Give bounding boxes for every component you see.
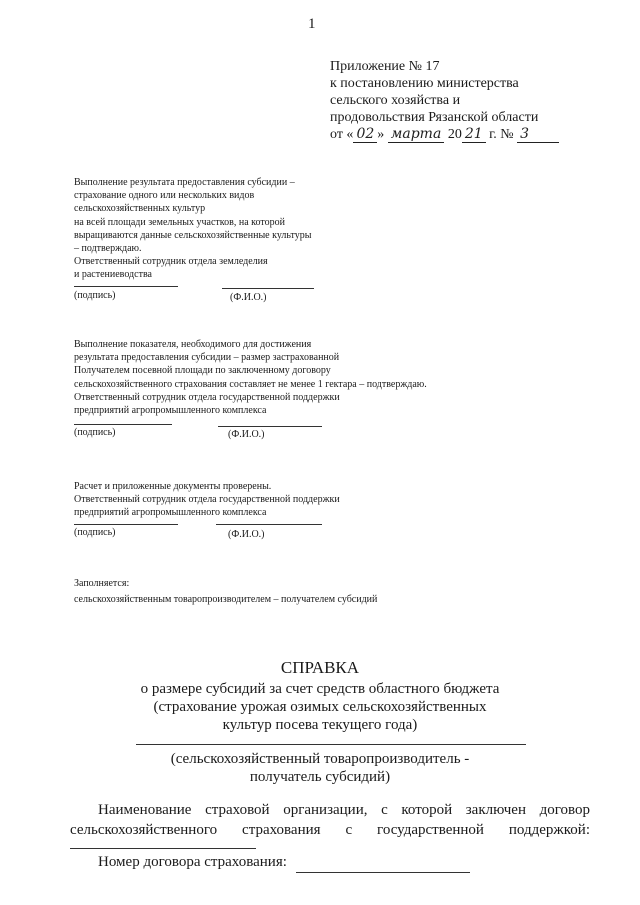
block2-signature-label: (подпись) [74,427,116,438]
appendix-line-4: продовольствия Рязанской области [330,110,539,125]
page-number: 1 [308,16,316,32]
block3-name-line [216,524,322,525]
producer-caption-line-1: (сельскохозяйственный товаропроизводитель - [170,751,470,767]
date-month: марта [388,126,445,143]
appendix-header [330,58,559,143]
appendix-date-line [330,126,559,143]
block1-line: сельскохозяйственных культур [74,203,206,215]
block1-line: на всей площади земельных участков, на которой [74,216,285,228]
block3-signature-line [74,524,178,525]
producer-caption-line-2: получатель субсидий) [249,769,391,785]
appendix-line-3: сельского хозяйства и [330,93,461,108]
date-year-prefix: 20 [447,127,462,142]
block1-signature-line [74,286,178,287]
contract-number-label: Номер договора страхования: [98,854,287,870]
number-prefix: г. № [489,127,514,142]
producer-caption [0,750,640,786]
insurer-paragraph: Наименование страховой организации, с которой заключен договор сельскохозяйственного страхования с государственной поддержкой: [70,802,590,838]
block1-name-line [222,288,314,289]
block3-text [74,480,340,520]
block1-signature-label: (подпись) [74,290,116,301]
block2-name-line [218,426,322,427]
block3-line: Ответственный сотрудник отдела государственной поддержки [74,494,340,506]
block1-line: – подтверждаю. [74,243,142,255]
block2-line: Выполнение показателя, необходимого для достижения [74,339,312,350]
block1-line: Выполнение результата предоставления субсидии – [74,177,295,188]
block2-line: результата предоставления субсидии – размер застрахованной [74,352,340,364]
block2-text [74,338,427,417]
block2-line: Ответственный сотрудник отдела государственной поддержки [74,391,340,403]
certificate-subtitle-line-3: культур посева текущего года) [222,717,418,733]
fill-note [74,576,377,608]
certificate-subtitle-line-2: (страхование урожая озимых сельскохозяйственных [153,699,487,715]
block3-line: предприятий агропромышленного комплекса [74,507,267,519]
date-day-close: » [377,127,385,142]
block1-line: Ответственный сотрудник отдела земледелия [74,256,268,268]
block1-name-label: (Ф.И.О.) [230,292,267,303]
block2-line: предприятий агропромышленного комплекса [74,405,267,417]
block3-signature-label: (подпись) [74,527,116,538]
block3-line: Расчет и приложенные документы проверены. [74,481,272,492]
number-underline [532,127,559,143]
date-prefix: от « [330,127,354,142]
fill-note-line-2: сельскохозяйственным товаропроизводителем – получателем субсидий [74,594,378,605]
block1-text [74,176,312,282]
block1-line: страхование одного или нескольких видов [74,190,255,202]
block1-line: выращиваются данные сельскохозяйственные культуры [74,229,312,241]
certificate-title: СПРАВКА [280,658,360,677]
appendix-line-2: к постановлению министерства [330,76,519,91]
block2-line: сельскохозяйственного страхования составляет не менее 1 гектара – подтверждаю. [74,378,427,390]
document-number: 3 [517,126,532,143]
block3-name-label: (Ф.И.О.) [228,529,265,540]
certificate-subtitle-line-1: о размере субсидий за счет средств областного бюджета [140,681,500,697]
contract-number-line [296,872,470,873]
block2-signature-line [74,424,172,425]
date-year: 21 [462,126,486,143]
producer-name-line [136,744,526,745]
fill-note-line-1: Заполняется: [74,578,130,589]
block2-name-label: (Ф.И.О.) [228,429,265,440]
appendix-line-1: Приложение № 17 [330,59,440,74]
certificate-subtitle [0,680,640,734]
block1-line: и растениеводства [74,269,152,281]
insurer-name-line [70,848,256,849]
block2-line: Получателем посевной площади по заключенному договору [74,365,331,377]
date-day: 02 [353,126,377,143]
